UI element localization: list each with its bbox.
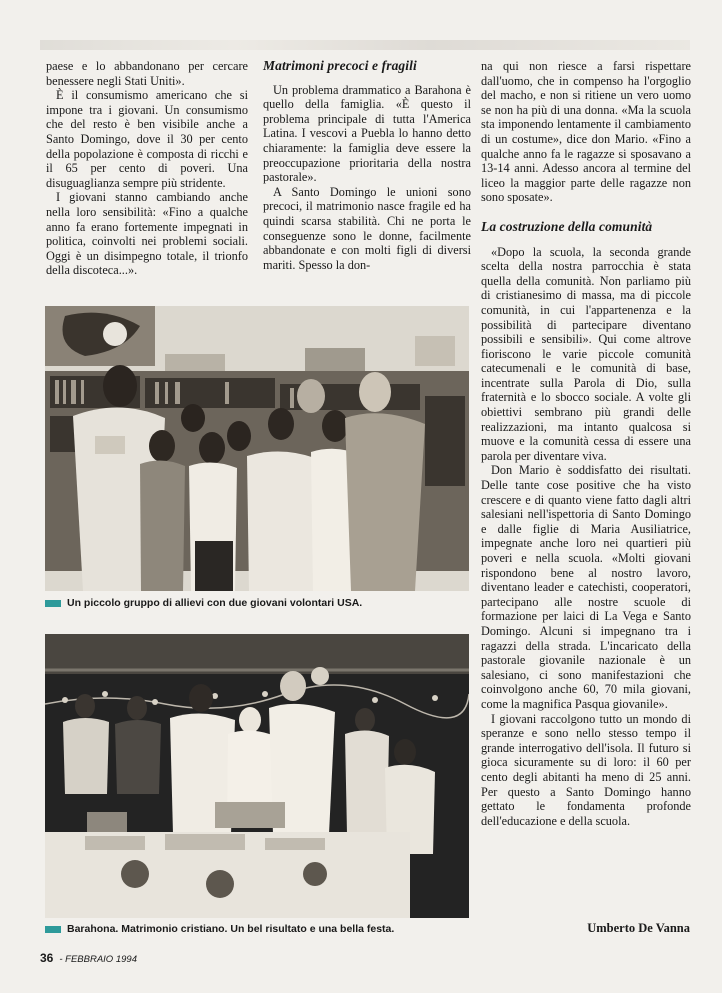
caption-text: Un piccolo gruppo di allievi con due giovani volontari USA.: [67, 597, 363, 609]
col3-paragraph-3: Don Mario è soddisfatto dei risultati. Delle tante cose positive che ha visto crescere e di quanto viene fatto dagli altri salesiani nell'ispettoria di Santo Domingo e dalle figlie di Maria Ausiliatrice, impegnate anche loro nei quartieri più poveri e nella scuola. «Molti giovani rispondono bene al nostro lavoro, diventano leader e catechisti, cooperatori, partecipano alle nostre scuole di formazione per laici di La Vega e Santo Domingo. Alcuni si impegnano tra i ragazzi della strada. L'incaricato della pastorale giovanile nazionale è un salesiano, ci sono manifestazioni che coinvolgono anche 60, 70 mila giovani, come la magnifica Pasqua giovanile».: [481, 463, 691, 711]
photo-caption-wedding: [45, 923, 394, 935]
page-number: 36: [40, 951, 54, 965]
column-1: [46, 59, 248, 278]
caption-marker: [45, 926, 61, 933]
col3-paragraph-4: I giovani raccolgono tutto un mondo di speranze e sono nello stesso tempo il grande interrogativo dell'isola. Il futuro si gioca sicuramente su di loro: il 60 per cento degli abitanti ha meno di 25 anni. Per questo a Santo Domingo hanno gettato le fondamenta profonde dell'educazione e della scuola.: [481, 711, 691, 828]
photo-students-group: [45, 306, 469, 591]
top-edge-strip: [40, 40, 690, 50]
col2-paragraph-1: Un problema drammatico a Barahona è quello della famiglia. «È questo il problema principale di tutta l'America Latina. I vescovi a Puebla lo hanno detto chiaramente: la famiglia deve essere la preoccupazione prioritaria della nostra pastorale».: [263, 82, 471, 185]
author-signature: Umberto De Vanna: [587, 921, 690, 935]
col1-paragraph-3: I giovani stanno cambiando anche nella loro sensibilità: «Fino a qualche anno fa erano fortemente impegnati in politica, coinvolti nei problemi sociali. Oggi è un disimpegno totale, il trionfo della discoteca...».: [46, 190, 248, 278]
col1-paragraph-1: paese e lo abbandonano per cercare benessere negli Stati Uniti».: [46, 59, 248, 88]
photo-wedding: [45, 634, 469, 918]
col2-paragraph-2: A Santo Domingo le unioni sono precoci, il matrimonio nasce fragile ed ha quindi scarsa stabilità. Chi ne porta le conseguenze sono le donne, facilmente abbandonate e con molti figli di diversi mariti. Spesso la don-: [263, 184, 471, 272]
col3-paragraph-1: na qui non riesce a farsi rispettare dall'uomo, che in compenso ha l'orgoglio del macho, e non si ritiene un vero uomo se non ha più di una donna. «Ma la scuola sta imponendo lentamente il cambiamento di un costume», dice don Mario. «Fino a qualche anno fa le ragazze si sposavano a 13-14 anni. Adesso ancora al termine del liceo la maggior parte delle ragazze non sono sposate».: [481, 59, 691, 205]
column-2: [263, 59, 471, 272]
page-footer: [40, 951, 137, 965]
section-heading-comunita: La costruzione della comunità: [481, 218, 653, 234]
column-3: [481, 59, 691, 828]
section-heading-matrimoni: Matrimoni precoci e fragili: [263, 58, 417, 73]
col1-paragraph-2: È il consumismo americano che si impone tra i giovani. Un consumismo che del resto è ben visibile anche a Santo Domingo, dove il 30 per cento della popolazione è composta di ricchi e il 65 per cento di poveri. Una disuguaglianza sempre più stridente.: [46, 88, 248, 190]
caption-marker: [45, 600, 61, 607]
caption-text: Barahona. Matrimonio cristiano. Un bel risultato e una bella festa.: [67, 923, 395, 935]
issue-date: - FEBBRAIO 1994: [59, 954, 137, 965]
photo-caption-students: [45, 597, 362, 609]
col3-paragraph-2: «Dopo la scuola, la seconda grande scelta della nostra parrocchia è stata quella della comunità. Non parliamo più di cristianesimo di massa, ma di piccole comunità, in cui l'appartenenza e la possibilità di partecipare diventano possibili e sensibili». Qui come altrove fioriscono le varie piccole comunità catecumenali e le comunità di base, incentrate sulla Parola di Dio, sulla fraternità e lo sbocco sociale. A volte gli obiettivi sembrano più grandi delle realizzazioni, ma intanto qualcosa si muove e la comunità cessa di essere una parola per diventare viva.: [481, 244, 691, 463]
